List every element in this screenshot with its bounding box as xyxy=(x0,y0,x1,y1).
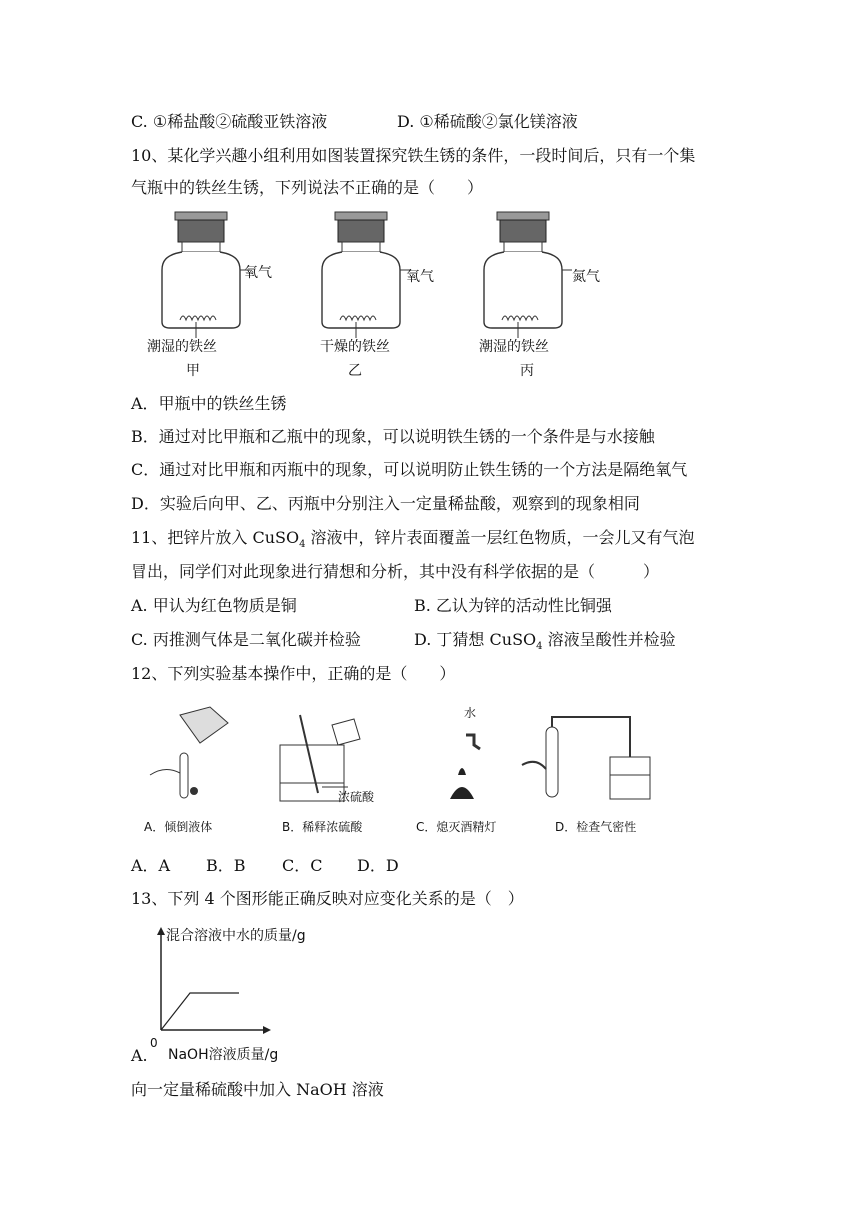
jar3-wire-label: 潮湿的铁丝 xyxy=(479,339,549,355)
q13-option-a-desc: 向一定量稀硫酸中加入 NaOH 溶液 xyxy=(131,1080,384,1099)
q13-chart-ylabel: 混合溶液中水的质量/g xyxy=(166,928,306,944)
q10-option-a: A．甲瓶中的铁丝生锈 xyxy=(131,394,287,413)
q10-option-d: D．实验后向甲、乙、丙瓶中分别注入一定量稀盐酸，观察到的现象相同 xyxy=(131,494,640,513)
caption-d: D．检查气密性 xyxy=(555,820,637,834)
caption-c: C．熄灭酒精灯 xyxy=(416,820,497,834)
q12-answer-c: C．C xyxy=(282,856,323,875)
q10-option-b: B．通过对比甲瓶和乙瓶中的现象，可以说明铁生锈的一个条件是与水接触 xyxy=(131,427,655,446)
jar1-wire-label: 潮湿的铁丝 xyxy=(147,339,217,355)
jar-bing xyxy=(484,212,572,338)
jar2-wire-label: 干燥的铁丝 xyxy=(320,339,390,355)
jar2-name: 乙 xyxy=(348,363,362,379)
q10-stem-line2: 气瓶中的铁丝生锈，下列说法不正确的是（ ） xyxy=(131,178,484,197)
q11-stem-line2: 冒出，同学们对此现象进行猜想和分析，其中没有科学依据的是（ ） xyxy=(131,562,660,581)
q12-answer-d: D．D xyxy=(357,856,399,875)
q12-answer-a: A．A xyxy=(131,856,171,875)
q13-stem: 13、下列 4 个图形能正确反映对应变化关系的是（ ） xyxy=(131,889,524,908)
q11-option-b: B. 乙认为锌的活动性比铜强 xyxy=(414,596,612,615)
q11-stem-line1: 11、把锌片放入 CuSO$_4$ 溶液中，锌片表面覆盖一层红色物质，一会儿又有气泡 xyxy=(131,528,695,551)
water-label: 水 xyxy=(464,706,477,720)
caption-b: B．稀释浓硫酸 xyxy=(282,820,363,834)
caption-a: A．倾倒液体 xyxy=(144,820,213,834)
jar-jia xyxy=(162,212,250,338)
jar1-gas-label: 氧气 xyxy=(244,265,272,281)
q11-option-a: A. 甲认为红色物质是铜 xyxy=(131,596,297,615)
q9-option-c: C. ①稀盐酸②硫酸亚铁溶液 xyxy=(131,112,328,131)
airtightness-check-illustration xyxy=(522,717,650,799)
jar2-gas-label: 氧气 xyxy=(406,269,434,285)
q13-chart-line xyxy=(161,993,239,1030)
q11-option-d: D. 丁猜想 CuSO$_4$ 溶液呈酸性并检验 xyxy=(414,630,676,653)
q11-option-c: C. 丙推测气体是二氧化碳并检验 xyxy=(131,630,361,649)
jars-figure xyxy=(140,210,620,385)
jar-yi xyxy=(322,212,410,338)
q9-option-d: D. ①稀硫酸②氯化镁溶液 xyxy=(397,112,578,131)
q13-chart-origin: 0 xyxy=(150,1036,158,1050)
acid-label: 浓硫酸 xyxy=(338,790,375,804)
q12-stem: 12、下列实验基本操作中，正确的是（ ） xyxy=(131,664,456,683)
q12-answer-b: B．B xyxy=(206,856,246,875)
jar1-name: 甲 xyxy=(186,363,200,379)
q13-chart-xlabel: NaOH溶液质量/g xyxy=(168,1047,279,1063)
q13-option-a-label: A. xyxy=(131,1046,148,1065)
jar3-gas-label: 氮气 xyxy=(572,269,600,285)
q10-stem-line1: 10、某化学兴趣小组利用如图装置探究铁生锈的条件，一段时间后，只有一个集 xyxy=(131,146,696,165)
jar3-name: 丙 xyxy=(520,363,534,379)
q10-option-c: C．通过对比甲瓶和丙瓶中的现象，可以说明防止铁生锈的一个方法是隔绝氧气 xyxy=(131,460,688,479)
lab-operations-figure xyxy=(140,705,660,815)
pouring-liquid-illustration xyxy=(150,707,228,798)
extinguish-lamp-illustration xyxy=(450,735,480,799)
